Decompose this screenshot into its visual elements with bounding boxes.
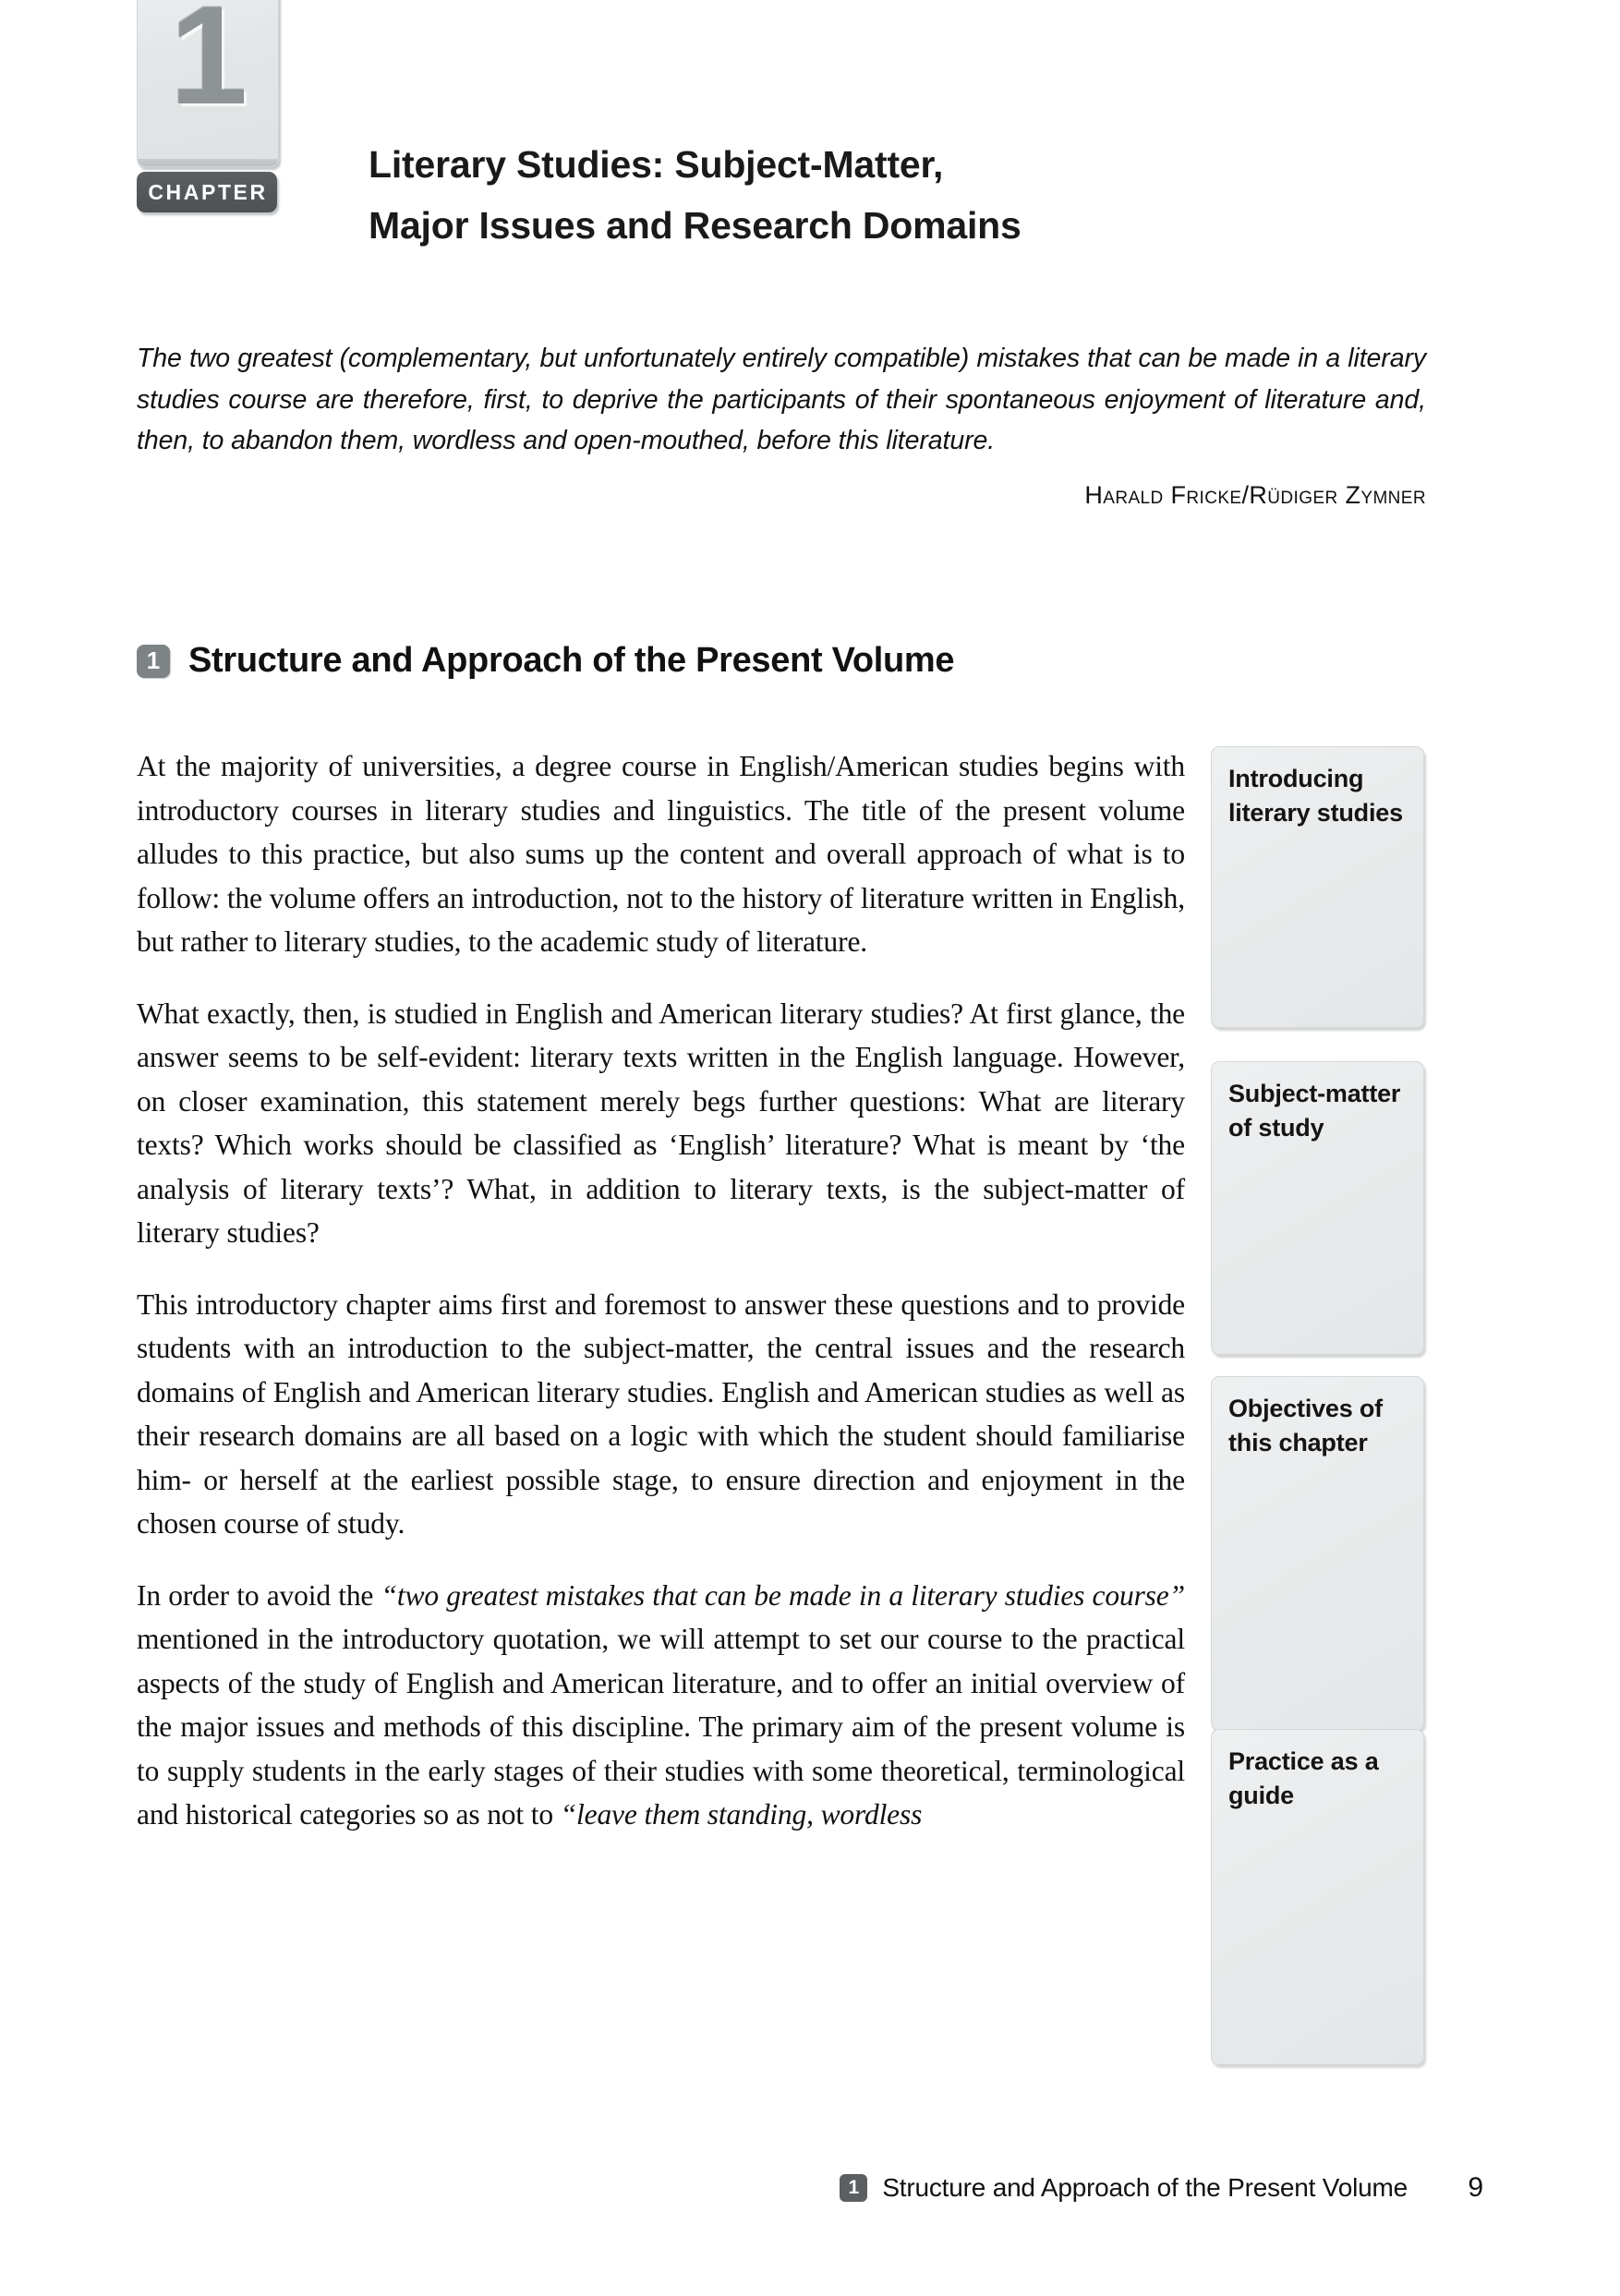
- body-paragraph-3: This introductory chapter aims first and foremost to answer these questions and to provide students with an introduction to the subject-matter, the central issues and the research domains of English and American literary studies. English and American studies as well as their research domains are all based on a logic with which the student should familiarise him- or herself at the earliest possible stage, to ensure direction and enjoyment in the chosen course of study.: [137, 1287, 1185, 1540]
- chapter-tab: [137, 0, 277, 212]
- margin-note-text: Subject-matter of study: [1228, 1080, 1401, 1142]
- epigraph-attribution: Harald Fricke/Rüdiger Zymner: [1084, 480, 1426, 509]
- margin-note: [1211, 1061, 1424, 1355]
- section-heading: [137, 641, 954, 681]
- margin-note: [1211, 1729, 1424, 2065]
- chapter-title-line-2: Major Issues and Research Domains: [369, 204, 1022, 248]
- margin-note-text: Objectives of this chapter: [1228, 1395, 1383, 1456]
- margin-note: [1211, 746, 1424, 1028]
- body-paragraph-4: [137, 1574, 1185, 1837]
- body-paragraph-4-quote-1: “two greatest mistakes that can be made in a literary studies course”: [381, 1578, 1185, 1612]
- chapter-number-plate: [137, 0, 279, 167]
- chapter-label-text: CHAPTER: [148, 179, 268, 204]
- epigraph: [137, 338, 1426, 515]
- body-paragraph-1: At the majority of universities, a degree course in English/American studies begins with introductory courses in literary studies and linguistics. The title of the present volume alludes to this practice, but also sums up the content and overall approach of what is to follow: the volume offers an introduction, not to the history of literature written in English, but rather to literary studies, to the academic study of literature.: [137, 750, 1185, 958]
- margin-note-text: Practice as a guide: [1228, 1747, 1379, 1809]
- epigraph-text: The two greatest (complementary, but unfortunately entirely compatible) mistakes that can be made in a literary studies course are therefore, first, to deprive the participants of their spontaneous enjoyment of literature and, then, to abandon them, wordless and open-mouthed, before this literature.: [137, 344, 1426, 455]
- page-title: [369, 134, 1458, 256]
- body-paragraph-4-text-1: In order to avoid the: [137, 1578, 381, 1612]
- body-paragraph-4-text-2: mentioned in the introductory quotation, we will attempt to set our course to the practical aspects of the study of English and American literature, and to offer an initial overview of the major issues and methods of this discipline. The primary aim of the present volume is to supply students in the early stages of their studies with some theoretical, terminological and historical categories so as not to: [137, 1623, 1185, 1831]
- margin-note-text: Introducing literary studies: [1228, 765, 1403, 827]
- body-paragraph-2: What exactly, then, is studied in English and American literary studies? At first glance, the answer seems to be self-evident: literary texts written in the English language. However, on closer examination, this statement merely begs further questions: What are literary texts? Which works should be classified as ‘English’ literature? What is meant by ‘the analysis of literary texts’? What, in addition to literary texts, is the subject-matter of literary studies?: [137, 997, 1185, 1249]
- section-number-badge: 1: [137, 645, 170, 678]
- page-footer: [137, 2172, 1483, 2204]
- page-number: 9: [1468, 2172, 1483, 2203]
- footer-title: Structure and Approach of the Present Volume: [882, 2173, 1408, 2202]
- margin-note: [1211, 1376, 1424, 1731]
- body-text-column: [137, 744, 1185, 1837]
- chapter-number: 1: [169, 0, 247, 134]
- chapter-title-line-1: Literary Studies: Subject-Matter,: [369, 143, 944, 187]
- section-title: Structure and Approach of the Present Volume: [188, 641, 955, 680]
- footer-section-badge: 1: [840, 2174, 867, 2202]
- body-paragraph-4-quote-2: “leave them standing, wordless: [560, 1798, 923, 1831]
- chapter-label-pill: [137, 172, 277, 212]
